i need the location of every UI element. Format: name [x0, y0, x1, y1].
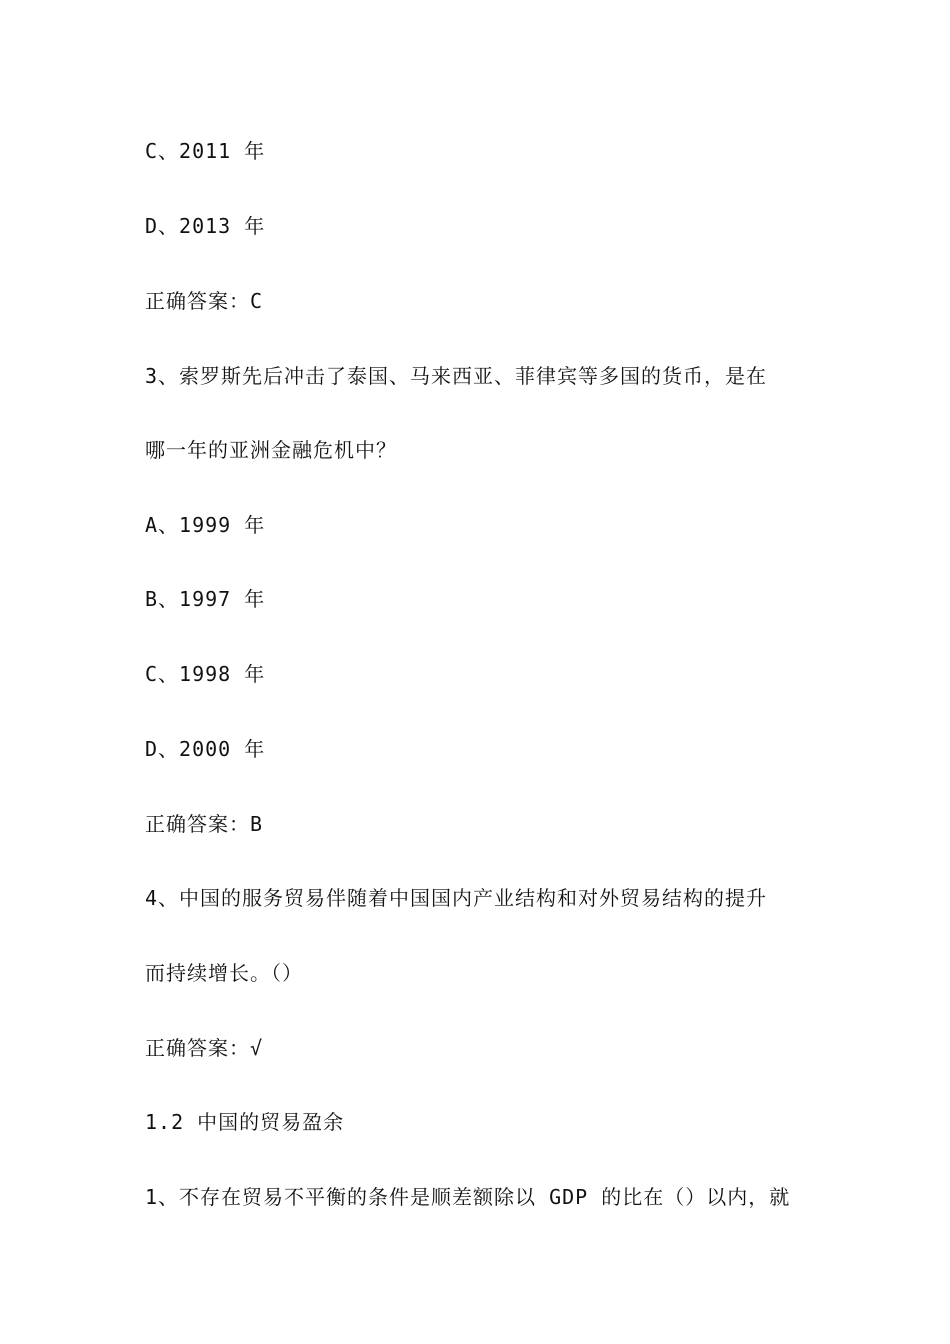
question-4-line-2: 而持续增长。（）: [145, 961, 303, 985]
option-a-q3: A、1999 年: [145, 513, 266, 537]
option-c-q2: C、2011 年: [145, 139, 266, 163]
option-d-q2: D、2013 年: [145, 214, 266, 238]
answer-q4: 正确答案：√: [145, 1036, 264, 1060]
answer-q2: 正确答案：C: [145, 289, 264, 313]
question-1-line-1: 1、不存在贸易不平衡的条件是顺差额除以 GDP 的比在（）以内，就: [145, 1185, 791, 1209]
option-b-q3: B、1997 年: [145, 587, 266, 611]
question-3-line-2: 哪一年的亚洲金融危机中？: [145, 438, 397, 462]
question-4-line-1: 4、中国的服务贸易伴随着中国国内产业结构和对外贸易结构的提升: [145, 886, 768, 910]
answer-q3: 正确答案：B: [145, 812, 264, 836]
section-heading: 1.2 中国的贸易盈余: [145, 1110, 345, 1134]
option-c-q3: C、1998 年: [145, 662, 266, 686]
option-d-q3: D、2000 年: [145, 737, 266, 761]
question-3-line-1: 3、索罗斯先后冲击了泰国、马来西亚、菲律宾等多国的货币，是在: [145, 364, 768, 388]
